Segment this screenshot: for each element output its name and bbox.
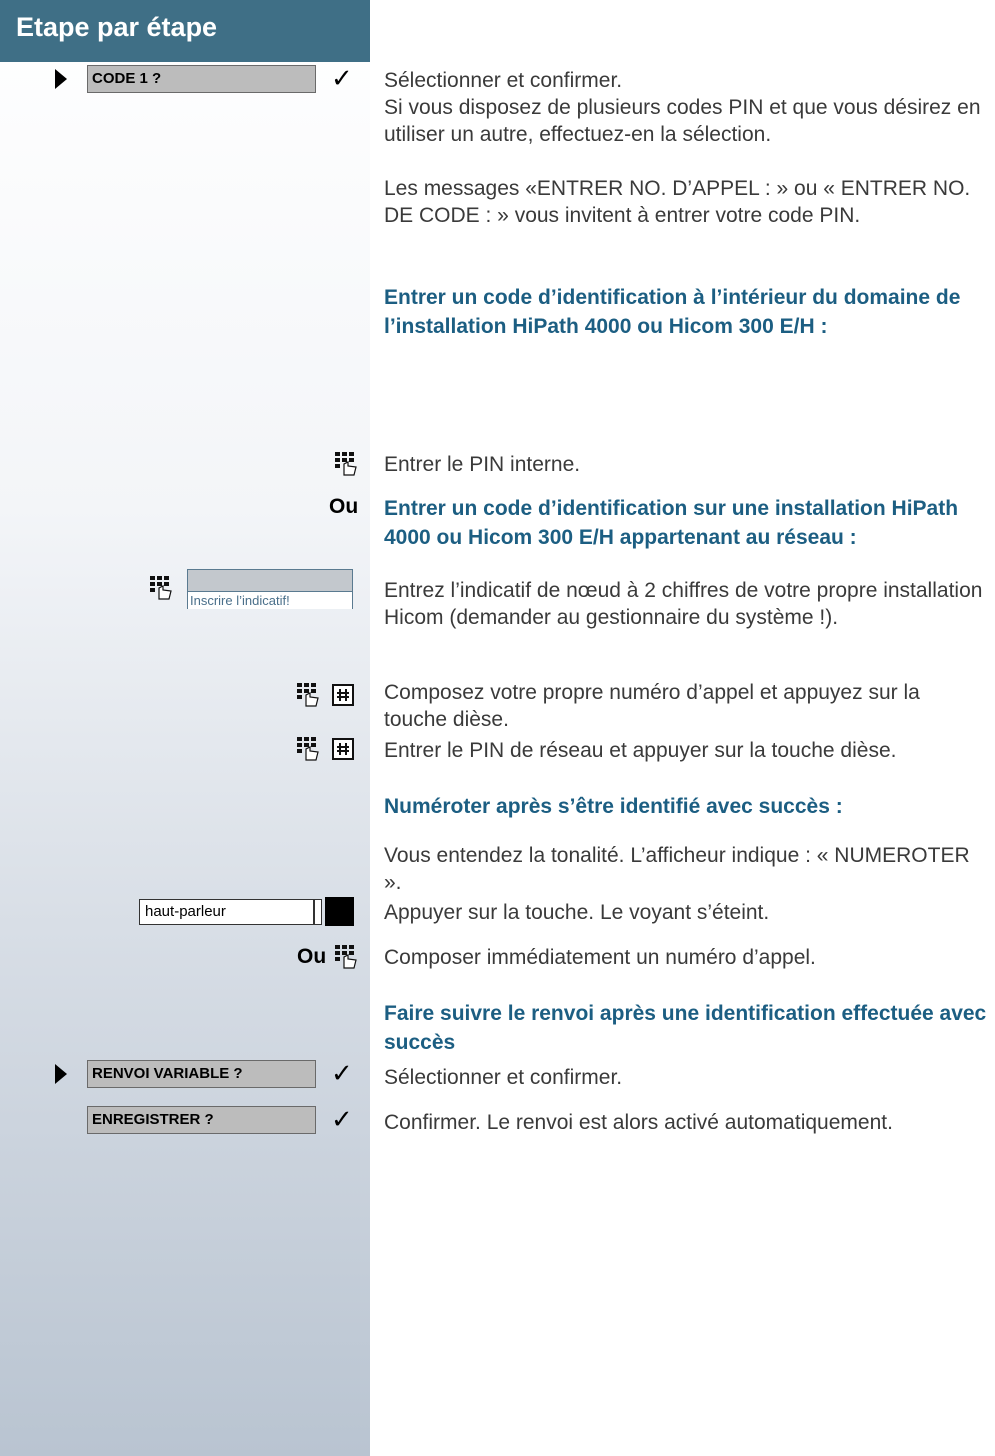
check-icon[interactable]: ✓ bbox=[331, 1059, 353, 1089]
triangle-right-icon bbox=[55, 69, 67, 89]
page-header bbox=[0, 0, 370, 62]
or-label: Ou bbox=[329, 495, 359, 518]
section-heading: Entrer un code d’identification à l’intérieur du domaine de l’installation HiPath 4000 ou Hicom 300 E/H : bbox=[384, 286, 961, 338]
paragraph: Composez votre propre numéro d’appel et appuyez sur la touche dièse. bbox=[384, 681, 920, 731]
section-heading: Entrer un code d’identification sur une installation HiPath 4000 ou Hicom 300 E/H appartenant au réseau : bbox=[384, 497, 959, 549]
triangle-right-icon bbox=[55, 1064, 67, 1084]
hash-key-icon bbox=[332, 738, 354, 760]
paragraph: Les messages «ENTRER NO. D’APPEL : » ou « ENTRER NO. DE CODE : » vous invitent à entrer votre code PIN. bbox=[384, 177, 971, 227]
hash-key-icon bbox=[332, 684, 354, 706]
check-icon[interactable]: ✓ bbox=[331, 1105, 353, 1135]
speaker-key-button[interactable] bbox=[325, 897, 354, 926]
paragraph: Entrez l’indicatif de nœud à 2 chiffres de votre propre installation Hicom (demander au gestionnaire du système !). bbox=[384, 579, 983, 629]
code-hint-bar bbox=[188, 591, 352, 609]
paragraph: Appuyer sur la touche. Le voyant s’éteint. bbox=[384, 901, 770, 924]
code-input-box[interactable] bbox=[187, 569, 353, 609]
code-menu-label: CODE 1 ? bbox=[92, 70, 162, 87]
paragraph: Si vous disposez de plusieurs codes PIN et que vous désirez en utiliser un autre, effectuez-en la sélection. bbox=[384, 96, 981, 146]
section-heading: Numéroter après s’être identifié avec succès : bbox=[384, 795, 843, 818]
page-title: Etape par étape bbox=[16, 12, 218, 42]
speaker-key-label: haut-parleur bbox=[145, 903, 226, 920]
paragraph: Vous entendez la tonalité. L’afficheur indique : « NUMEROTER ». bbox=[384, 844, 970, 894]
paragraph: Composer immédiatement un numéro d’appel. bbox=[384, 946, 816, 969]
renvoi-menu-label: RENVOI VARIABLE ? bbox=[92, 1065, 243, 1082]
speaker-key-led bbox=[314, 899, 322, 925]
paragraph: Entrer le PIN de réseau et appuyer sur la touche dièse. bbox=[384, 739, 897, 762]
keypad-icon bbox=[296, 682, 320, 708]
keypad-icon bbox=[296, 736, 320, 762]
keypad-icon bbox=[334, 944, 358, 970]
paragraph: Sélectionner et confirmer. bbox=[384, 1066, 623, 1089]
code-hint-text: Inscrire l’indicatif! bbox=[190, 593, 290, 608]
enregistrer-menu-label: ENREGISTRER ? bbox=[92, 1111, 214, 1128]
paragraph: Entrer le PIN interne. bbox=[384, 453, 581, 476]
check-icon[interactable]: ✓ bbox=[331, 64, 353, 94]
speaker-key-label-box bbox=[139, 899, 314, 925]
enregistrer-menu-item[interactable] bbox=[87, 1106, 316, 1134]
code-menu-item[interactable] bbox=[87, 65, 316, 93]
paragraph: Confirmer. Le renvoi est alors activé automatiquement. bbox=[384, 1111, 893, 1134]
or-label: Ou bbox=[297, 945, 327, 968]
sidebar bbox=[0, 0, 370, 1456]
keypad-icon bbox=[149, 575, 173, 601]
keypad-icon bbox=[334, 451, 358, 477]
paragraph: Sélectionner et confirmer. bbox=[384, 69, 623, 92]
section-heading: Faire suivre le renvoi après une identification effectuée avec succès bbox=[384, 1002, 987, 1054]
renvoi-menu-item[interactable] bbox=[87, 1060, 316, 1088]
